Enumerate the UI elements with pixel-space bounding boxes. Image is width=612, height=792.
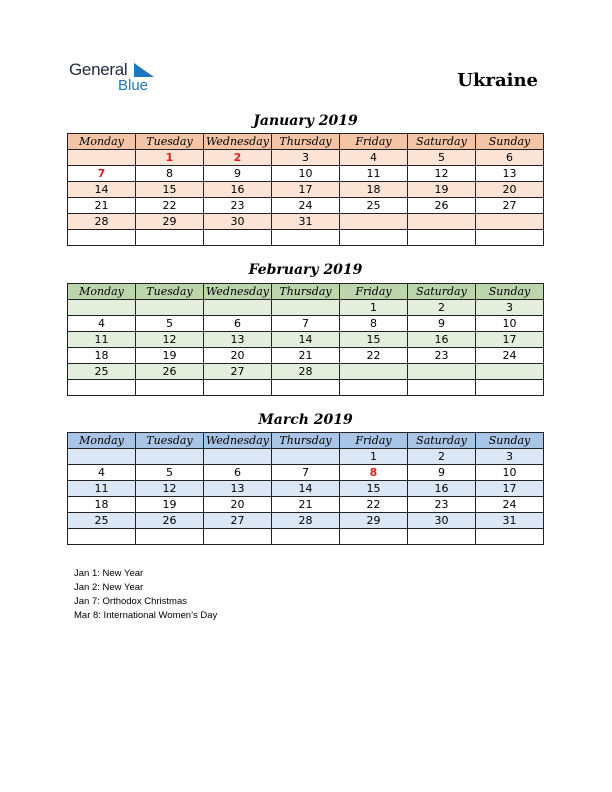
holiday-item: Jan 7: Orthodox Christmas (74, 596, 187, 607)
calendar-week-row (68, 364, 544, 380)
calendar-day-cell: 2 (408, 449, 476, 465)
calendar-day-cell (408, 214, 476, 230)
calendar-day-cell: 26 (408, 198, 476, 214)
calendar-day-cell (476, 230, 544, 246)
calendar-day-cell: 2 (408, 300, 476, 316)
calendar-day-cell (68, 449, 136, 465)
calendar-week-row (68, 198, 544, 214)
calendar-day-cell (204, 230, 272, 246)
calendar-day-cell: 8 (340, 465, 408, 481)
calendar-day-cell: 3 (476, 300, 544, 316)
calendar-day-cell (68, 150, 136, 166)
calendar-day-cell: 28 (68, 214, 136, 230)
calendar-day-cell (340, 364, 408, 380)
calendar-february (67, 283, 544, 396)
calendar-day-cell: 8 (136, 166, 204, 182)
holiday-list (74, 567, 217, 623)
calendar-day-cell: 21 (272, 497, 340, 513)
calendar-week-row (68, 150, 544, 166)
weekday-header: Sunday (476, 134, 544, 150)
calendar-day-cell (272, 380, 340, 396)
weekday-header: Wednesday (204, 134, 272, 150)
calendar-day-cell: 16 (204, 182, 272, 198)
weekday-header: Saturday (408, 284, 476, 300)
calendar-day-cell (204, 529, 272, 545)
logo-triangle-icon (134, 63, 154, 77)
calendar-day-cell: 6 (204, 465, 272, 481)
calendar-week-row (68, 513, 544, 529)
calendar-day-cell (136, 230, 204, 246)
calendar-day-cell (476, 529, 544, 545)
calendar-day-cell (136, 300, 204, 316)
weekday-header: Wednesday (204, 284, 272, 300)
calendar-march (67, 432, 544, 545)
calendar-week-row (68, 449, 544, 465)
weekday-header: Saturday (408, 134, 476, 150)
calendar-day-cell: 31 (476, 513, 544, 529)
weekday-header: Monday (68, 134, 136, 150)
weekday-header: Friday (340, 433, 408, 449)
calendar-day-cell (340, 214, 408, 230)
calendar-week-row (68, 465, 544, 481)
calendar-day-cell (408, 230, 476, 246)
calendar-day-cell: 7 (272, 316, 340, 332)
calendar-day-cell: 6 (204, 316, 272, 332)
calendar-day-cell: 19 (408, 182, 476, 198)
weekday-header-row (68, 134, 544, 150)
calendar-day-cell: 27 (204, 364, 272, 380)
logo-text-blue: Blue (118, 77, 149, 94)
calendar-january (67, 133, 544, 246)
calendar-day-cell: 18 (68, 497, 136, 513)
calendar-day-cell: 26 (136, 364, 204, 380)
calendar-day-cell: 20 (204, 348, 272, 364)
calendar-day-cell: 25 (68, 513, 136, 529)
calendar-week-row (68, 166, 544, 182)
calendar-day-cell: 9 (408, 316, 476, 332)
calendar-day-cell: 9 (204, 166, 272, 182)
calendar-day-cell: 12 (408, 166, 476, 182)
calendar-day-cell (68, 529, 136, 545)
calendar-day-cell: 17 (272, 182, 340, 198)
calendar-day-cell (272, 300, 340, 316)
calendar-day-cell: 25 (340, 198, 408, 214)
weekday-header: Tuesday (136, 433, 204, 449)
calendar-day-cell: 4 (340, 150, 408, 166)
calendar-day-cell: 14 (272, 332, 340, 348)
calendar-day-cell: 29 (340, 513, 408, 529)
calendar-day-cell (204, 449, 272, 465)
calendar-day-cell (136, 380, 204, 396)
calendar-day-cell: 13 (476, 166, 544, 182)
calendar-day-cell: 28 (272, 513, 340, 529)
calendar-day-cell: 7 (272, 465, 340, 481)
country-title: Ukraine (457, 70, 538, 91)
calendar-day-cell: 1 (340, 449, 408, 465)
calendar-day-cell: 4 (68, 465, 136, 481)
calendar-day-cell: 1 (340, 300, 408, 316)
calendar-day-cell: 24 (476, 497, 544, 513)
logo-text-general: General (69, 60, 128, 79)
calendar-day-cell: 5 (136, 316, 204, 332)
calendar-day-cell: 27 (204, 513, 272, 529)
calendar-day-cell: 24 (272, 198, 340, 214)
weekday-header: Tuesday (136, 134, 204, 150)
calendar-day-cell: 4 (68, 316, 136, 332)
calendar-day-cell: 13 (204, 332, 272, 348)
calendar-day-cell: 27 (476, 198, 544, 214)
calendar-day-cell: 18 (68, 348, 136, 364)
calendar-day-cell: 16 (408, 481, 476, 497)
calendar-day-cell: 3 (272, 150, 340, 166)
calendar-day-cell: 10 (272, 166, 340, 182)
calendar-day-cell (408, 529, 476, 545)
calendar-day-cell (476, 364, 544, 380)
calendar-week-row (68, 332, 544, 348)
month-title-february: February 2019 (248, 262, 363, 278)
calendar-day-cell: 20 (204, 497, 272, 513)
calendar-day-cell: 22 (340, 497, 408, 513)
weekday-header-row (68, 284, 544, 300)
weekday-header: Sunday (476, 284, 544, 300)
calendar-day-cell: 7 (68, 166, 136, 182)
calendar-day-cell: 2 (204, 150, 272, 166)
calendar-day-cell: 19 (136, 348, 204, 364)
weekday-header: Friday (340, 284, 408, 300)
calendar-day-cell: 15 (340, 332, 408, 348)
calendar-day-cell: 6 (476, 150, 544, 166)
calendar-day-cell (408, 380, 476, 396)
calendar-day-cell: 21 (272, 348, 340, 364)
calendar-week-row (68, 214, 544, 230)
month-title-march: March 2019 (258, 412, 353, 428)
holiday-item: Jan 1: New Year (74, 568, 144, 579)
calendar-day-cell: 19 (136, 497, 204, 513)
calendar-day-cell: 14 (272, 481, 340, 497)
calendar-day-cell: 28 (272, 364, 340, 380)
holiday-item: Mar 8: International Women’s Day (74, 610, 218, 621)
calendar-day-cell: 8 (340, 316, 408, 332)
calendar-week-row (68, 230, 544, 246)
calendar-day-cell: 21 (68, 198, 136, 214)
calendar-day-cell: 9 (408, 465, 476, 481)
calendar-day-cell (136, 529, 204, 545)
calendar-day-cell: 22 (340, 348, 408, 364)
calendar-day-cell: 11 (340, 166, 408, 182)
calendar-day-cell (272, 230, 340, 246)
calendar-day-cell (476, 380, 544, 396)
calendar-day-cell (340, 380, 408, 396)
calendar-day-cell: 14 (68, 182, 136, 198)
calendar-day-cell: 3 (476, 449, 544, 465)
generalblue-logo (69, 60, 169, 96)
weekday-header: Saturday (408, 433, 476, 449)
weekday-header: Thursday (272, 134, 340, 150)
calendar-day-cell: 22 (136, 198, 204, 214)
calendar-day-cell (68, 300, 136, 316)
weekday-header: Wednesday (204, 433, 272, 449)
calendar-day-cell: 26 (136, 513, 204, 529)
weekday-header: Thursday (272, 433, 340, 449)
calendar-day-cell: 16 (408, 332, 476, 348)
calendar-day-cell (408, 364, 476, 380)
calendar-day-cell (204, 300, 272, 316)
calendar-day-cell: 31 (272, 214, 340, 230)
calendar-day-cell: 25 (68, 364, 136, 380)
calendar-day-cell: 5 (408, 150, 476, 166)
calendar-day-cell: 12 (136, 481, 204, 497)
calendar-day-cell: 23 (408, 348, 476, 364)
calendar-day-cell: 11 (68, 481, 136, 497)
calendar-day-cell (272, 529, 340, 545)
calendar-day-cell (340, 230, 408, 246)
calendar-day-cell: 5 (136, 465, 204, 481)
weekday-header: Thursday (272, 284, 340, 300)
calendar-day-cell (204, 380, 272, 396)
weekday-header: Sunday (476, 433, 544, 449)
calendar-day-cell (136, 449, 204, 465)
calendar-day-cell: 30 (204, 214, 272, 230)
calendar-day-cell: 17 (476, 481, 544, 497)
calendar-week-row (68, 182, 544, 198)
calendar-day-cell: 17 (476, 332, 544, 348)
calendar-week-row (68, 529, 544, 545)
calendar-day-cell (68, 380, 136, 396)
calendar-week-row (68, 300, 544, 316)
calendar-day-cell (272, 449, 340, 465)
calendar-day-cell: 15 (136, 182, 204, 198)
calendar-week-row (68, 380, 544, 396)
calendar-day-cell: 23 (204, 198, 272, 214)
calendar-week-row (68, 348, 544, 364)
calendar-day-cell: 24 (476, 348, 544, 364)
calendar-day-cell: 23 (408, 497, 476, 513)
calendar-day-cell: 10 (476, 316, 544, 332)
calendar-day-cell: 1 (136, 150, 204, 166)
calendar-day-cell: 13 (204, 481, 272, 497)
calendar-day-cell (476, 214, 544, 230)
calendar-week-row (68, 497, 544, 513)
calendar-day-cell: 15 (340, 481, 408, 497)
calendar-day-cell: 30 (408, 513, 476, 529)
weekday-header: Monday (68, 284, 136, 300)
calendar-day-cell: 29 (136, 214, 204, 230)
month-title-january: January 2019 (253, 113, 358, 129)
calendar-day-cell: 18 (340, 182, 408, 198)
calendar-day-cell (68, 230, 136, 246)
weekday-header: Monday (68, 433, 136, 449)
calendar-day-cell: 10 (476, 465, 544, 481)
holiday-item: Jan 2: New Year (74, 582, 144, 593)
calendar-day-cell: 12 (136, 332, 204, 348)
weekday-header-row (68, 433, 544, 449)
calendar-week-row (68, 316, 544, 332)
calendar-day-cell: 20 (476, 182, 544, 198)
calendar-day-cell: 11 (68, 332, 136, 348)
weekday-header: Friday (340, 134, 408, 150)
calendar-day-cell (340, 529, 408, 545)
weekday-header: Tuesday (136, 284, 204, 300)
calendar-week-row (68, 481, 544, 497)
